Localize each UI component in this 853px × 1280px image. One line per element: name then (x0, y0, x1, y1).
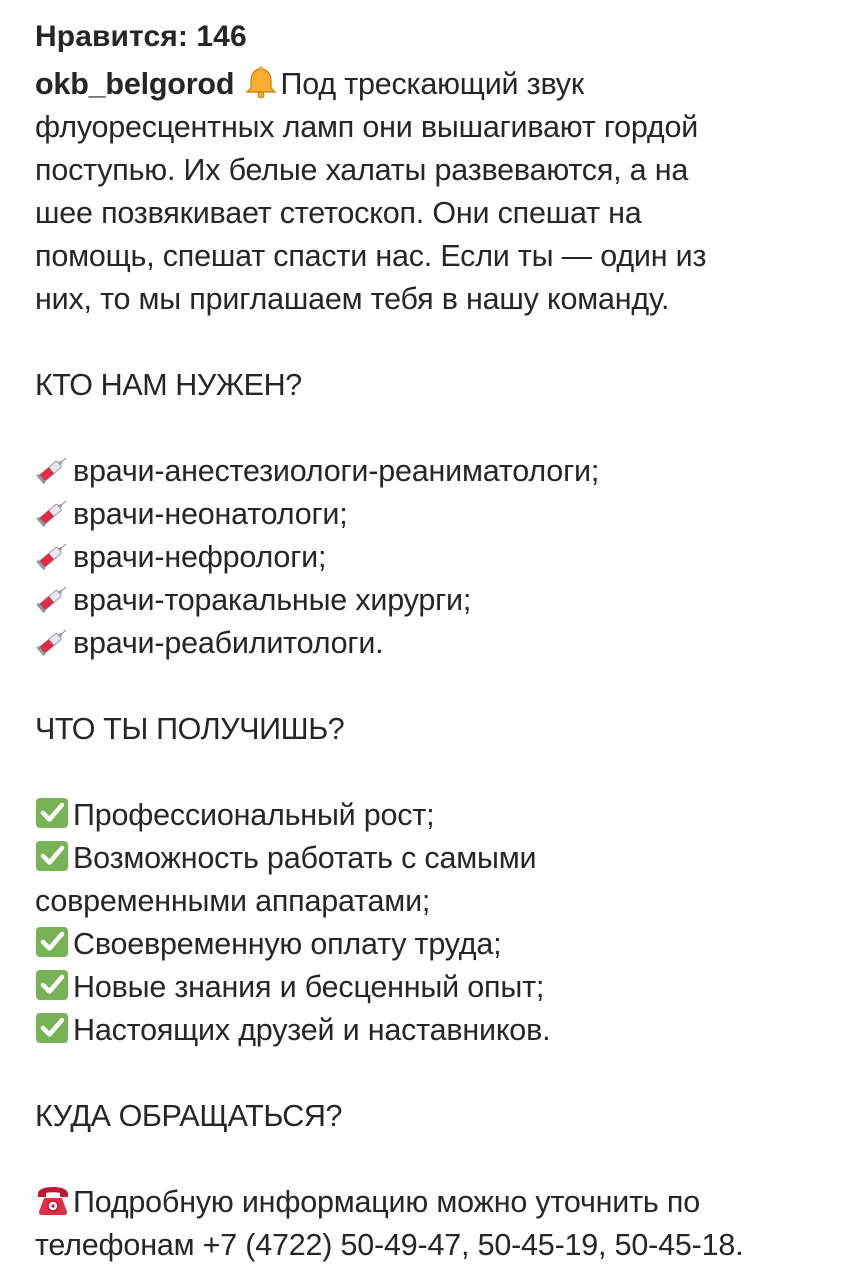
list-item: Возможность работать с самыми (35, 837, 825, 880)
intro-text: Под трескающий звук (280, 67, 584, 101)
list-item: Своевременную оплату труда; (35, 923, 825, 966)
syringe-icon (35, 496, 71, 528)
spacer (35, 321, 825, 364)
list-item: врачи-реабилитологи. (35, 622, 825, 665)
contact-line: Подробную информацию можно уточнить по (35, 1181, 825, 1224)
list-item: Новые знания и бесценный опыт; (35, 966, 825, 1009)
list-item-continuation: современными аппаратами; (35, 884, 431, 918)
list-item: врачи-нефрологи; (35, 536, 825, 579)
bell-icon (243, 66, 279, 98)
contact-line: телефонам +7 (4722) 50-49-47, 50-45-19, 50-45-18. (35, 1228, 744, 1262)
caption-line: помощь, спешат спасти нас. Если ты — один из (35, 239, 707, 273)
spacer (35, 751, 825, 794)
list-item: врачи-неонатологи; (35, 493, 825, 536)
syringe-icon (35, 453, 71, 485)
syringe-icon (35, 539, 71, 571)
caption (35, 63, 825, 1267)
spacer (35, 407, 825, 450)
section-heading-who: КТО НАМ НУЖЕН? (35, 368, 302, 402)
spacer (35, 1052, 825, 1095)
list-item: врачи-анестезиологи-реаниматологи; (35, 450, 825, 493)
syringe-icon (35, 582, 71, 614)
check-mark-icon (35, 1012, 71, 1044)
list-item: Профессиональный рост; (35, 794, 825, 837)
section-heading-contact: КУДА ОБРАЩАТЬСЯ? (35, 1099, 343, 1133)
caption-line: них, то мы приглашаем тебя в нашу команду. (35, 282, 670, 316)
caption-line: флуоресцентных ламп они вышагивают гордой (35, 110, 699, 144)
username-link[interactable]: okb_belgorod (35, 67, 235, 101)
check-mark-icon (35, 926, 71, 958)
section-heading-benefits: ЧТО ТЫ ПОЛУЧИШЬ? (35, 712, 345, 746)
caption-line: поступью. Их белые халаты развеваются, а на (35, 153, 689, 187)
list-item: врачи-торакальные хирурги; (35, 579, 825, 622)
spacer (35, 1138, 825, 1181)
list-item: Настоящих друзей и наставников. (35, 1009, 825, 1052)
caption-line: шее позвякивает стетоскоп. Они спешат на (35, 196, 642, 230)
likes-count[interactable]: Нравится: 146 (35, 20, 247, 53)
caption-line (35, 63, 825, 106)
telephone-icon (35, 1184, 71, 1216)
spacer (35, 665, 825, 708)
check-mark-icon (35, 797, 71, 829)
check-mark-icon (35, 969, 71, 1001)
syringe-icon (35, 625, 71, 657)
check-mark-icon (35, 840, 71, 872)
